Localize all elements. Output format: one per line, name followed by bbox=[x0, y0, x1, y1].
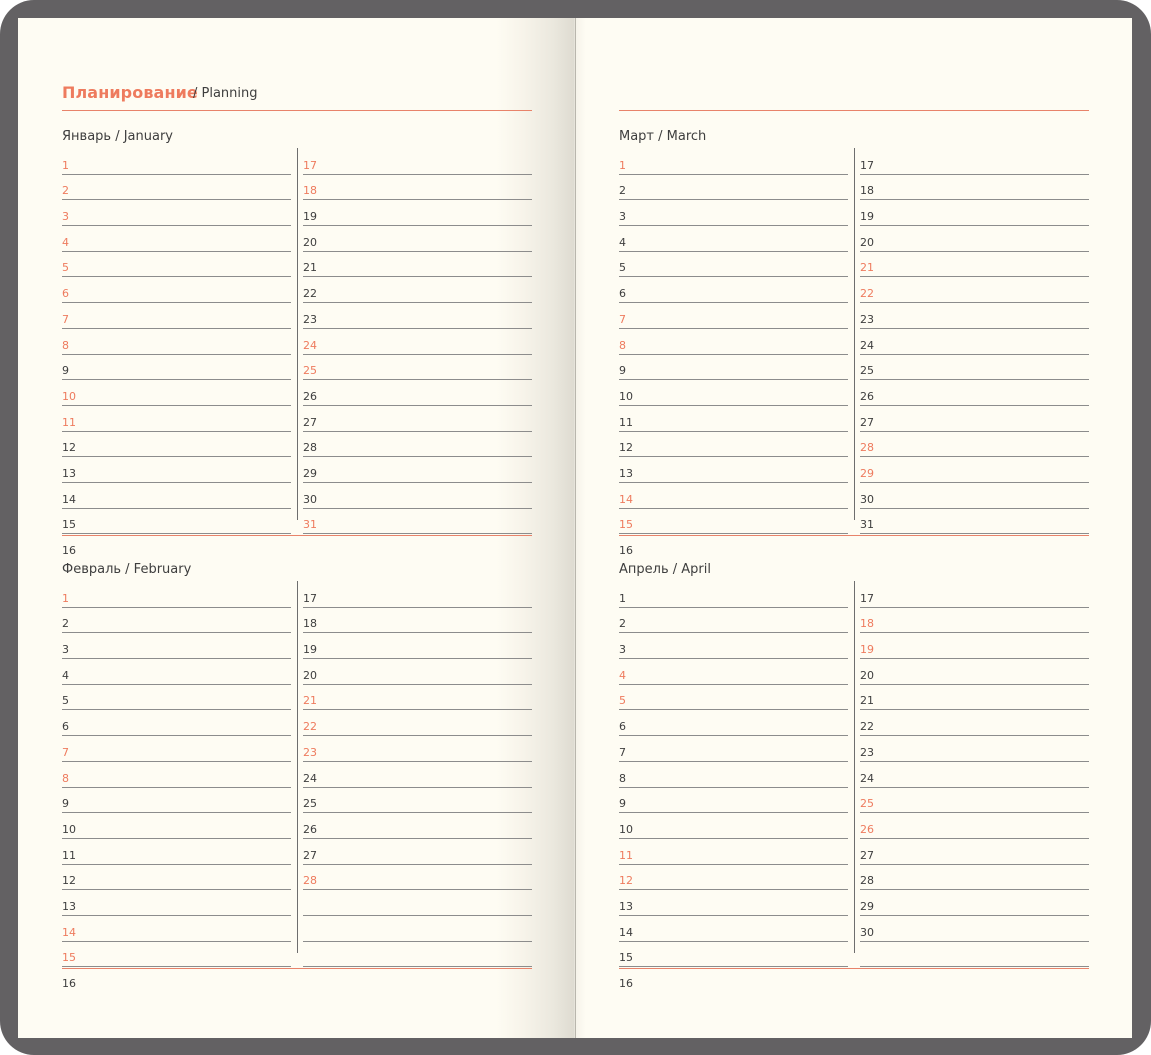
day-number: 20 bbox=[303, 235, 317, 249]
day-row[interactable] bbox=[860, 329, 1089, 355]
day-row[interactable] bbox=[303, 406, 532, 432]
day-row[interactable] bbox=[619, 608, 848, 634]
day-row[interactable] bbox=[860, 685, 1089, 711]
day-row[interactable] bbox=[303, 788, 532, 814]
day-row[interactable] bbox=[62, 534, 291, 559]
day-row[interactable] bbox=[619, 457, 848, 483]
day-row[interactable] bbox=[860, 736, 1089, 762]
month-name: Январь / January bbox=[62, 129, 174, 144]
day-row[interactable] bbox=[62, 277, 291, 303]
day-row[interactable] bbox=[860, 762, 1089, 788]
day-number: 6 bbox=[62, 720, 69, 734]
day-row[interactable] bbox=[619, 762, 848, 788]
month-name: Февраль / February bbox=[62, 562, 192, 577]
day-row[interactable] bbox=[619, 582, 848, 608]
day-number: 1 bbox=[62, 158, 69, 172]
day-row[interactable] bbox=[303, 509, 532, 535]
day-number: 22 bbox=[303, 287, 317, 301]
day-number: 3 bbox=[62, 643, 69, 657]
day-number: 9 bbox=[619, 364, 626, 378]
day-number: 25 bbox=[860, 364, 874, 378]
day-row[interactable] bbox=[860, 608, 1089, 634]
day-number: 8 bbox=[62, 771, 69, 785]
column-divider bbox=[854, 148, 855, 520]
month-january bbox=[62, 129, 532, 557]
planning-header bbox=[62, 70, 532, 111]
day-number: 7 bbox=[619, 312, 626, 326]
month-name: Март / March bbox=[619, 129, 707, 144]
day-number: 17 bbox=[860, 158, 874, 172]
day-row[interactable] bbox=[860, 406, 1089, 432]
day-number: 18 bbox=[860, 617, 874, 631]
day-number: 4 bbox=[62, 668, 69, 682]
day-number: 29 bbox=[860, 899, 874, 913]
day-row[interactable] bbox=[860, 380, 1089, 406]
day-row[interactable] bbox=[62, 633, 291, 659]
day-number: 16 bbox=[62, 977, 76, 990]
day-row[interactable] bbox=[303, 277, 532, 303]
day-number: 1 bbox=[619, 158, 626, 172]
day-row[interactable] bbox=[303, 890, 532, 916]
day-row[interactable] bbox=[860, 432, 1089, 458]
day-row[interactable] bbox=[860, 483, 1089, 509]
day-row[interactable] bbox=[860, 813, 1089, 839]
day-row[interactable] bbox=[860, 175, 1089, 201]
day-number: 22 bbox=[303, 720, 317, 734]
day-number: 13 bbox=[619, 466, 633, 480]
day-number: 13 bbox=[62, 466, 76, 480]
day-row[interactable] bbox=[619, 329, 848, 355]
day-row[interactable] bbox=[303, 659, 532, 685]
day-number: 15 bbox=[619, 951, 633, 965]
day-row[interactable] bbox=[62, 608, 291, 634]
day-number: 28 bbox=[303, 441, 317, 455]
day-number: 29 bbox=[860, 466, 874, 480]
day-number: 2 bbox=[62, 184, 69, 198]
day-row[interactable] bbox=[619, 380, 848, 406]
day-number: 15 bbox=[62, 951, 76, 965]
day-number: 12 bbox=[62, 874, 76, 888]
month-bottom-rule bbox=[619, 535, 1089, 536]
day-number: 16 bbox=[619, 977, 633, 990]
month-bottom-rule bbox=[62, 968, 532, 969]
day-number: 6 bbox=[619, 287, 626, 301]
day-number: 2 bbox=[619, 617, 626, 631]
day-number: 2 bbox=[619, 184, 626, 198]
day-number: 6 bbox=[62, 287, 69, 301]
day-row[interactable] bbox=[303, 200, 532, 226]
page-subtitle: / Planning bbox=[193, 86, 258, 101]
day-number: 21 bbox=[860, 694, 874, 708]
day-row[interactable] bbox=[62, 226, 291, 252]
month-march bbox=[619, 129, 1089, 557]
day-row[interactable] bbox=[62, 406, 291, 432]
day-number: 24 bbox=[303, 771, 317, 785]
day-number: 9 bbox=[62, 364, 69, 378]
day-number: 26 bbox=[303, 389, 317, 403]
day-number: 17 bbox=[860, 591, 874, 605]
day-row[interactable] bbox=[303, 865, 532, 891]
day-row[interactable] bbox=[619, 916, 848, 942]
day-number: 14 bbox=[62, 925, 76, 939]
day-column-2 bbox=[860, 149, 1089, 534]
day-number: 11 bbox=[62, 848, 76, 862]
day-number: 23 bbox=[860, 312, 874, 326]
day-number: 11 bbox=[619, 415, 633, 429]
day-row[interactable] bbox=[303, 355, 532, 381]
day-row[interactable] bbox=[619, 736, 848, 762]
day-column-2 bbox=[303, 149, 532, 534]
day-number: 5 bbox=[62, 694, 69, 708]
day-number: 9 bbox=[62, 797, 69, 811]
day-number: 22 bbox=[860, 720, 874, 734]
column-divider bbox=[297, 581, 298, 953]
day-row[interactable] bbox=[303, 252, 532, 278]
day-row[interactable] bbox=[619, 175, 848, 201]
day-row[interactable] bbox=[62, 149, 291, 175]
day-row[interactable] bbox=[303, 582, 532, 608]
day-number: 16 bbox=[619, 544, 633, 557]
day-number: 25 bbox=[303, 364, 317, 378]
day-number: 27 bbox=[303, 415, 317, 429]
day-row[interactable] bbox=[619, 226, 848, 252]
day-row[interactable] bbox=[619, 788, 848, 814]
day-row[interactable] bbox=[619, 483, 848, 509]
day-row[interactable] bbox=[619, 967, 848, 992]
day-row[interactable] bbox=[62, 788, 291, 814]
day-number: 4 bbox=[619, 668, 626, 682]
day-number: 28 bbox=[860, 874, 874, 888]
day-row[interactable] bbox=[303, 916, 532, 942]
day-row[interactable] bbox=[619, 865, 848, 891]
day-number: 10 bbox=[62, 822, 76, 836]
day-row[interactable] bbox=[619, 277, 848, 303]
day-number: 11 bbox=[62, 415, 76, 429]
day-number: 12 bbox=[619, 874, 633, 888]
day-row[interactable] bbox=[860, 200, 1089, 226]
right-header-rule bbox=[619, 70, 1089, 111]
day-row[interactable] bbox=[303, 685, 532, 711]
day-row[interactable] bbox=[860, 277, 1089, 303]
day-row[interactable] bbox=[303, 457, 532, 483]
day-row[interactable] bbox=[62, 659, 291, 685]
day-number: 3 bbox=[62, 210, 69, 224]
day-row[interactable] bbox=[619, 685, 848, 711]
day-column-2 bbox=[860, 582, 1089, 967]
day-number: 7 bbox=[619, 745, 626, 759]
day-row[interactable] bbox=[62, 942, 291, 968]
day-row[interactable] bbox=[619, 303, 848, 329]
day-row[interactable] bbox=[860, 633, 1089, 659]
day-row[interactable] bbox=[303, 608, 532, 634]
day-number: 22 bbox=[860, 287, 874, 301]
day-row[interactable] bbox=[860, 890, 1089, 916]
day-row[interactable] bbox=[860, 839, 1089, 865]
day-number: 13 bbox=[62, 899, 76, 913]
day-number: 1 bbox=[62, 591, 69, 605]
day-number: 7 bbox=[62, 312, 69, 326]
day-row[interactable] bbox=[860, 149, 1089, 175]
day-row[interactable] bbox=[62, 329, 291, 355]
day-row[interactable] bbox=[62, 355, 291, 381]
day-number: 3 bbox=[619, 210, 626, 224]
day-number: 2 bbox=[62, 617, 69, 631]
day-row[interactable] bbox=[619, 149, 848, 175]
day-number: 27 bbox=[860, 415, 874, 429]
day-row[interactable] bbox=[62, 509, 291, 535]
day-number: 26 bbox=[860, 389, 874, 403]
day-number: 30 bbox=[860, 925, 874, 939]
day-number: 19 bbox=[860, 643, 874, 657]
day-row[interactable] bbox=[303, 942, 532, 968]
day-row[interactable] bbox=[619, 252, 848, 278]
day-row[interactable] bbox=[860, 457, 1089, 483]
day-row[interactable] bbox=[860, 865, 1089, 891]
day-row[interactable] bbox=[619, 509, 848, 535]
day-number: 10 bbox=[62, 389, 76, 403]
page-gutter bbox=[575, 18, 576, 1038]
day-row[interactable] bbox=[303, 380, 532, 406]
day-row[interactable] bbox=[62, 252, 291, 278]
day-number: 25 bbox=[860, 797, 874, 811]
day-row[interactable] bbox=[62, 813, 291, 839]
day-number: 17 bbox=[303, 591, 317, 605]
day-row[interactable] bbox=[619, 710, 848, 736]
month-april bbox=[619, 562, 1089, 990]
day-row[interactable] bbox=[860, 355, 1089, 381]
day-number: 27 bbox=[860, 848, 874, 862]
day-number: 18 bbox=[860, 184, 874, 198]
day-number: 28 bbox=[303, 874, 317, 888]
day-number: 25 bbox=[303, 797, 317, 811]
day-row[interactable] bbox=[62, 967, 291, 992]
day-number: 16 bbox=[62, 544, 76, 557]
day-number: 21 bbox=[303, 694, 317, 708]
day-row[interactable] bbox=[860, 303, 1089, 329]
day-row[interactable] bbox=[303, 175, 532, 201]
day-number: 31 bbox=[860, 518, 874, 532]
day-number: 24 bbox=[860, 771, 874, 785]
day-row[interactable] bbox=[860, 252, 1089, 278]
day-number: 12 bbox=[62, 441, 76, 455]
day-number: 28 bbox=[860, 441, 874, 455]
month-name: Апрель / April bbox=[619, 562, 711, 577]
day-row[interactable] bbox=[303, 633, 532, 659]
day-column-2 bbox=[303, 582, 532, 967]
day-row[interactable] bbox=[860, 582, 1089, 608]
day-column-1 bbox=[62, 582, 291, 992]
day-row[interactable] bbox=[62, 380, 291, 406]
day-row[interactable] bbox=[303, 813, 532, 839]
day-row[interactable] bbox=[860, 509, 1089, 535]
day-row[interactable] bbox=[619, 355, 848, 381]
day-row[interactable] bbox=[860, 788, 1089, 814]
day-number: 20 bbox=[860, 668, 874, 682]
day-row[interactable] bbox=[62, 916, 291, 942]
day-number: 26 bbox=[860, 822, 874, 836]
day-row[interactable] bbox=[62, 762, 291, 788]
day-number: 29 bbox=[303, 466, 317, 480]
day-number: 20 bbox=[303, 668, 317, 682]
day-number: 13 bbox=[619, 899, 633, 913]
day-row[interactable] bbox=[303, 762, 532, 788]
day-row[interactable] bbox=[62, 432, 291, 458]
day-row[interactable] bbox=[62, 200, 291, 226]
day-row[interactable] bbox=[860, 942, 1089, 968]
day-number: 20 bbox=[860, 235, 874, 249]
day-number: 5 bbox=[619, 694, 626, 708]
day-row[interactable] bbox=[303, 736, 532, 762]
day-number: 19 bbox=[860, 210, 874, 224]
day-row[interactable] bbox=[860, 710, 1089, 736]
day-row[interactable] bbox=[62, 175, 291, 201]
day-number: 4 bbox=[619, 235, 626, 249]
day-row[interactable] bbox=[303, 226, 532, 252]
day-number: 11 bbox=[619, 848, 633, 862]
month-bottom-rule bbox=[62, 535, 532, 536]
day-row[interactable] bbox=[62, 483, 291, 509]
day-number: 30 bbox=[860, 492, 874, 506]
day-number: 23 bbox=[303, 312, 317, 326]
day-row[interactable] bbox=[303, 710, 532, 736]
day-row[interactable] bbox=[303, 303, 532, 329]
day-number: 10 bbox=[619, 389, 633, 403]
month-february bbox=[62, 562, 532, 990]
day-row[interactable] bbox=[619, 200, 848, 226]
day-row[interactable] bbox=[619, 534, 848, 559]
day-row[interactable] bbox=[62, 710, 291, 736]
day-row[interactable] bbox=[619, 839, 848, 865]
day-number: 27 bbox=[303, 848, 317, 862]
day-number: 15 bbox=[619, 518, 633, 532]
day-number: 23 bbox=[303, 745, 317, 759]
day-number: 5 bbox=[62, 261, 69, 275]
day-number: 31 bbox=[303, 518, 317, 532]
day-row[interactable] bbox=[619, 432, 848, 458]
day-number: 6 bbox=[619, 720, 626, 734]
day-number: 14 bbox=[619, 925, 633, 939]
day-number: 26 bbox=[303, 822, 317, 836]
day-row[interactable] bbox=[619, 813, 848, 839]
day-number: 7 bbox=[62, 745, 69, 759]
day-row[interactable] bbox=[62, 582, 291, 608]
day-row[interactable] bbox=[619, 406, 848, 432]
day-number: 21 bbox=[860, 261, 874, 275]
day-row[interactable] bbox=[303, 839, 532, 865]
column-divider bbox=[297, 148, 298, 520]
day-number: 8 bbox=[619, 771, 626, 785]
column-divider bbox=[854, 581, 855, 953]
day-number: 21 bbox=[303, 261, 317, 275]
day-row[interactable] bbox=[62, 839, 291, 865]
day-row[interactable] bbox=[62, 865, 291, 891]
day-number: 14 bbox=[62, 492, 76, 506]
day-row[interactable] bbox=[860, 226, 1089, 252]
day-row[interactable] bbox=[62, 890, 291, 916]
day-number: 8 bbox=[619, 338, 626, 352]
day-number: 18 bbox=[303, 184, 317, 198]
day-number: 18 bbox=[303, 617, 317, 631]
day-row[interactable] bbox=[303, 329, 532, 355]
page-title: Планирование bbox=[62, 83, 198, 102]
day-row[interactable] bbox=[303, 149, 532, 175]
day-number: 23 bbox=[860, 745, 874, 759]
day-number: 15 bbox=[62, 518, 76, 532]
day-number: 8 bbox=[62, 338, 69, 352]
day-number: 30 bbox=[303, 492, 317, 506]
day-row[interactable] bbox=[62, 303, 291, 329]
day-column-1 bbox=[619, 149, 848, 559]
day-number: 24 bbox=[303, 338, 317, 352]
day-number: 9 bbox=[619, 797, 626, 811]
day-number: 1 bbox=[619, 591, 626, 605]
day-row[interactable] bbox=[303, 483, 532, 509]
day-row[interactable] bbox=[860, 659, 1089, 685]
day-number: 19 bbox=[303, 210, 317, 224]
day-number: 14 bbox=[619, 492, 633, 506]
day-number: 3 bbox=[619, 643, 626, 657]
day-row[interactable] bbox=[62, 457, 291, 483]
day-number: 10 bbox=[619, 822, 633, 836]
day-number: 19 bbox=[303, 643, 317, 657]
day-number: 4 bbox=[62, 235, 69, 249]
day-number: 12 bbox=[619, 441, 633, 455]
day-row[interactable] bbox=[619, 942, 848, 968]
day-row[interactable] bbox=[303, 432, 532, 458]
day-row[interactable] bbox=[62, 736, 291, 762]
day-number: 17 bbox=[303, 158, 317, 172]
day-number: 24 bbox=[860, 338, 874, 352]
month-bottom-rule bbox=[619, 968, 1089, 969]
day-row[interactable] bbox=[62, 685, 291, 711]
day-number: 5 bbox=[619, 261, 626, 275]
day-row[interactable] bbox=[619, 890, 848, 916]
day-row[interactable] bbox=[619, 633, 848, 659]
day-row[interactable] bbox=[860, 916, 1089, 942]
day-column-1 bbox=[619, 582, 848, 992]
day-column-1 bbox=[62, 149, 291, 559]
day-row[interactable] bbox=[619, 659, 848, 685]
